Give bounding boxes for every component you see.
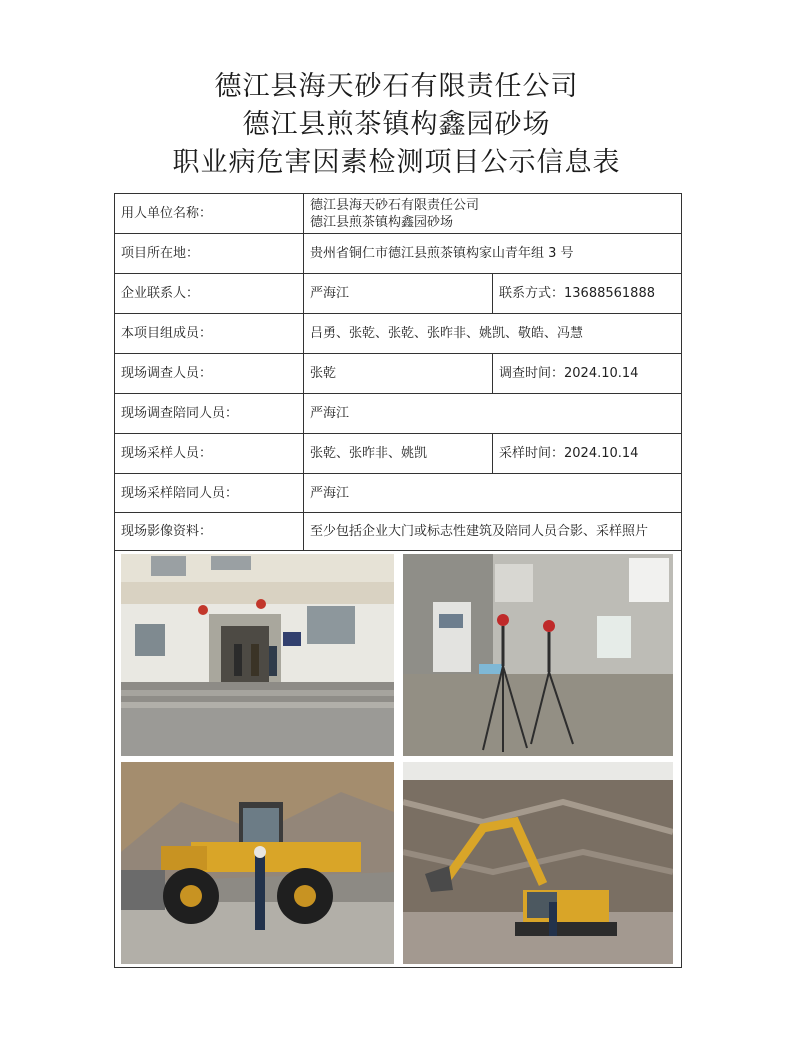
photo-wheel-loader xyxy=(121,762,394,964)
row-sampling xyxy=(115,434,682,474)
survey-time-cell xyxy=(493,354,682,394)
sampling-label: 现场采样人员： xyxy=(115,434,304,474)
phone-cell xyxy=(493,274,682,314)
survey-escort-label: 现场调查陪同人员： xyxy=(115,394,304,434)
employer-name-line1: 德江县海天砂石有限责任公司 xyxy=(310,197,480,213)
info-table xyxy=(114,193,682,551)
row-survey-escort xyxy=(115,394,682,434)
photo-entrance-group xyxy=(121,554,394,756)
sampling-time-label: 采样时间： xyxy=(499,446,565,461)
images-value: 至少包括企业大门或标志性建筑及陪同人员合影、采样照片 xyxy=(304,513,682,551)
phone-value: 13688561888 xyxy=(564,286,655,301)
contact-value: 严海江 xyxy=(304,274,493,314)
row-members xyxy=(115,314,682,354)
phone-label: 联系方式： xyxy=(499,286,565,301)
title-company: 德江县海天砂石有限责任公司 xyxy=(214,71,579,102)
row-contact xyxy=(115,274,682,314)
employer-name-line2: 德江县煎茶镇构鑫园砂场 xyxy=(310,214,454,230)
sampling-value: 张乾、张昨非、姚凯 xyxy=(304,434,493,474)
employer-value xyxy=(304,194,682,234)
survey-escort-value: 严海江 xyxy=(304,394,682,434)
employer-label: 用人单位名称： xyxy=(115,194,304,234)
survey-value: 张乾 xyxy=(304,354,493,394)
contact-label: 企业联系人： xyxy=(115,274,304,314)
title-block xyxy=(0,68,793,182)
row-employer xyxy=(115,194,682,234)
members-label: 本项目组成员： xyxy=(115,314,304,354)
title-form-name: 职业病危害因素检测项目公示信息表 xyxy=(172,147,621,178)
sampling-time-value: 2024.10.14 xyxy=(564,446,639,461)
members-value: 吕勇、张乾、张乾、张昨非、姚凯、敬皓、冯慧 xyxy=(304,314,682,354)
photo-indoor-sampling xyxy=(403,554,673,756)
survey-label: 现场调查人员： xyxy=(115,354,304,394)
row-survey xyxy=(115,354,682,394)
row-images xyxy=(115,513,682,551)
survey-time-label: 调查时间： xyxy=(499,366,565,381)
images-label: 现场影像资料： xyxy=(115,513,304,551)
survey-time-value: 2024.10.14 xyxy=(564,366,639,381)
row-location xyxy=(115,234,682,274)
row-sampling-escort xyxy=(115,474,682,513)
location-label: 项目所在地： xyxy=(115,234,304,274)
location-value: 贵州省铜仁市德江县煎茶镇构家山青年组 3 号 xyxy=(304,234,682,274)
photo-excavator xyxy=(403,762,673,964)
sampling-escort-value: 严海江 xyxy=(304,474,682,513)
title-site: 德江县煎茶镇构鑫园砂场 xyxy=(242,109,551,140)
photo-grid xyxy=(114,550,682,968)
sampling-time-cell xyxy=(493,434,682,474)
sampling-escort-label: 现场采样陪同人员： xyxy=(115,474,304,513)
